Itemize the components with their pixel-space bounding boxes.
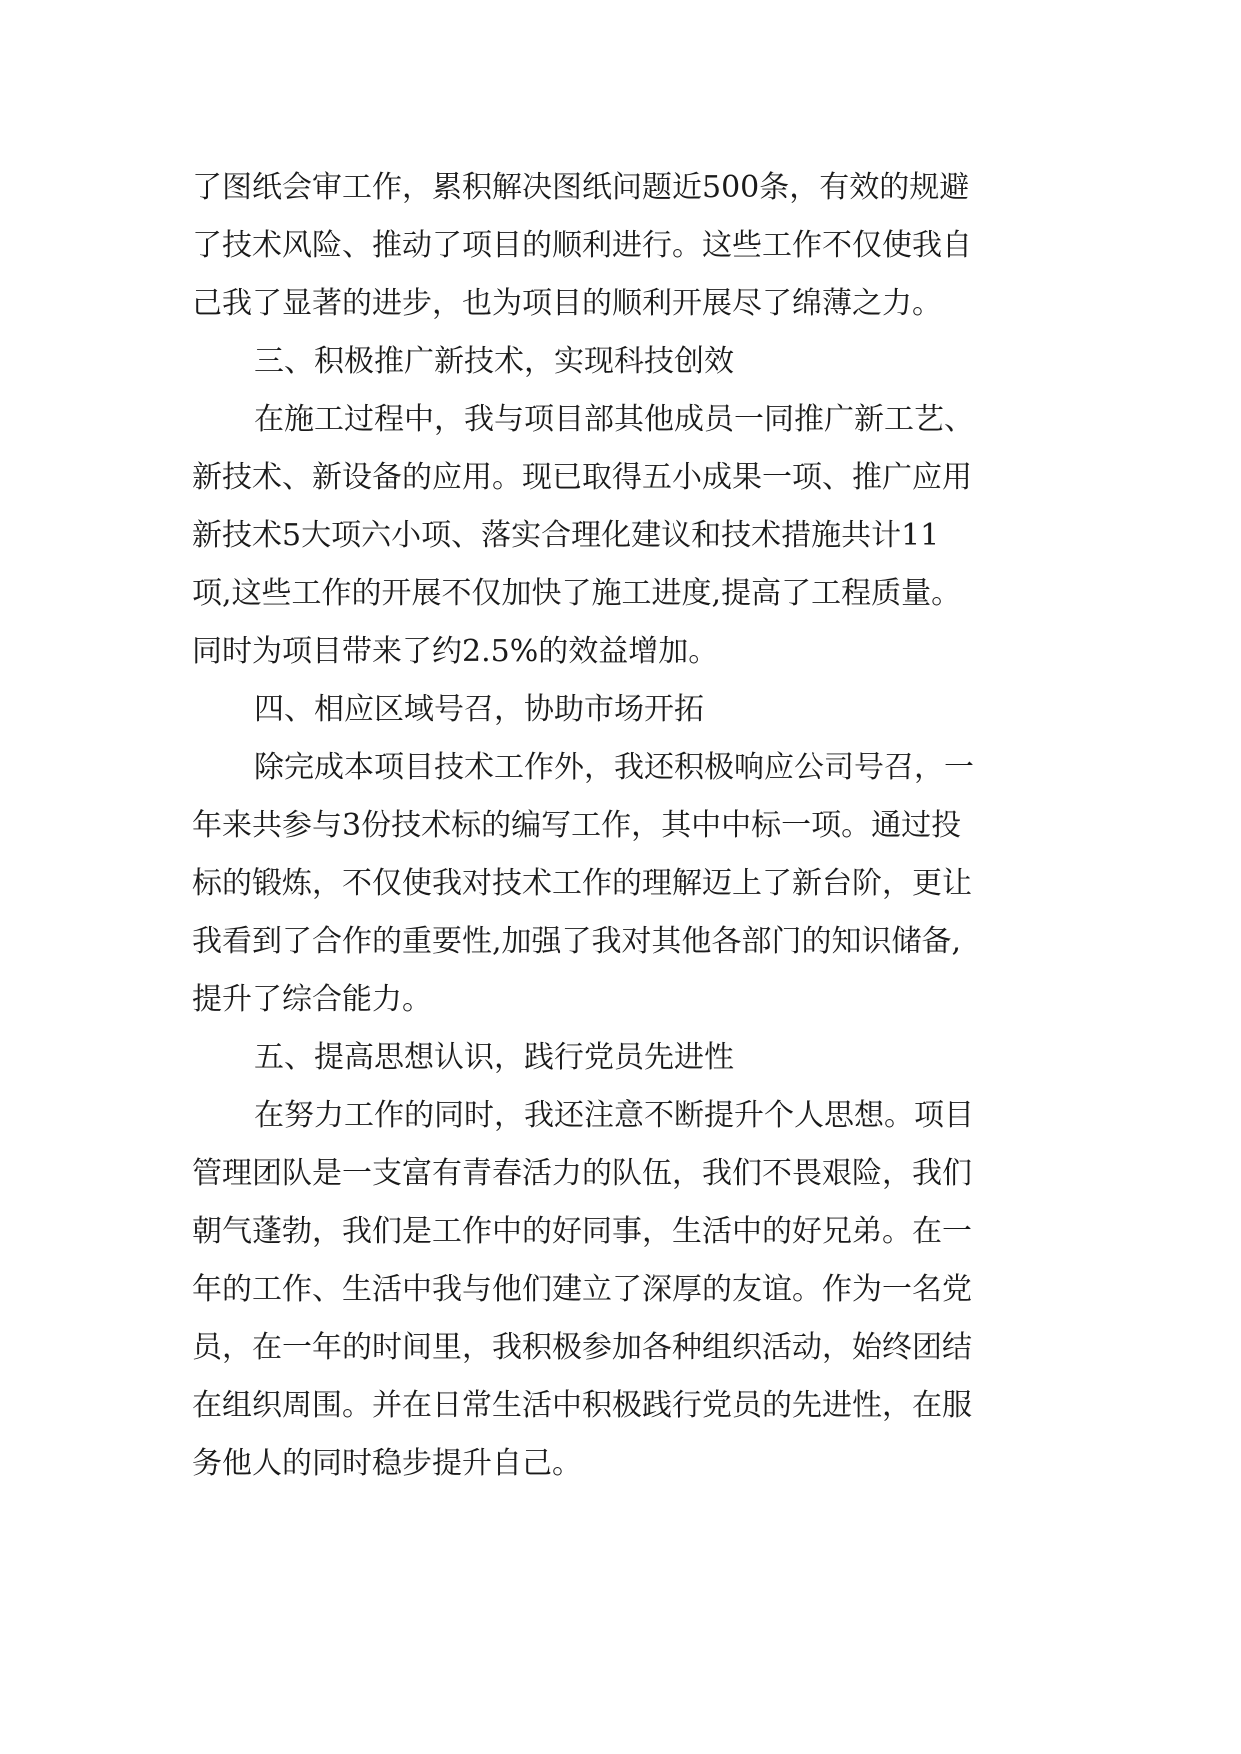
text-line: 管理团队是一支富有青春活力的队伍，我们不畏艰险，我们 — [192, 1156, 972, 1191]
text-line: 朝气蓬勃，我们是工作中的好同事，生活中的好兄弟。在一 — [192, 1214, 972, 1249]
text-line: 了图纸会审工作，累积解决图纸问题近500条，有效的规避 — [192, 170, 970, 205]
text-line: 新技术、新设备的应用。现已取得五小成果一项、推广应用 — [192, 460, 972, 495]
text-line: 员，在一年的时间里，我积极参加各种组织活动，始终团结 — [192, 1330, 972, 1365]
text-line: 新技术5大项六小项、落实合理化建议和技术措施共计11 — [192, 518, 940, 553]
text-line: 年的工作、生活中我与他们建立了深厚的友谊。作为一名党 — [192, 1272, 972, 1307]
text-line: 项,这些工作的开展不仅加快了施工进度,提高了工程质量。 — [192, 576, 962, 611]
text-line: 务他人的同时稳步提升自己。 — [192, 1446, 582, 1481]
text-line: 在组织周围。并在日常生活中积极践行党员的先进性，在服 — [192, 1388, 972, 1423]
text-line: 己我了显著的进步，也为项目的顺利开展尽了绵薄之力。 — [192, 286, 942, 321]
text-line: 年来共参与3份技术标的编写工作，其中中标一项。通过投 — [192, 808, 962, 843]
section-heading: 四、相应区域号召，协助市场开拓 — [254, 692, 704, 727]
text-line: 同时为项目带来了约2.5%的效益增加。 — [192, 634, 719, 669]
section-heading: 五、提高思想认识，践行党员先进性 — [254, 1040, 734, 1075]
text-line: 了技术风险、推动了项目的顺利进行。这些工作不仅使我自 — [192, 228, 972, 263]
text-line: 除完成本项目技术工作外，我还积极响应公司号召，一 — [254, 750, 974, 785]
text-line: 提升了综合能力。 — [192, 982, 432, 1017]
text-line: 我看到了合作的重要性,加强了我对其他各部门的知识储备, — [192, 924, 962, 959]
section-heading: 三、积极推广新技术，实现科技创效 — [254, 344, 734, 379]
text-line: 标的锻炼，不仅使我对技术工作的理解迈上了新台阶，更让 — [192, 866, 972, 901]
text-line: 在施工过程中，我与项目部其他成员一同推广新工艺、 — [254, 402, 974, 437]
text-line: 在努力工作的同时，我还注意不断提升个人思想。项目 — [254, 1098, 974, 1133]
